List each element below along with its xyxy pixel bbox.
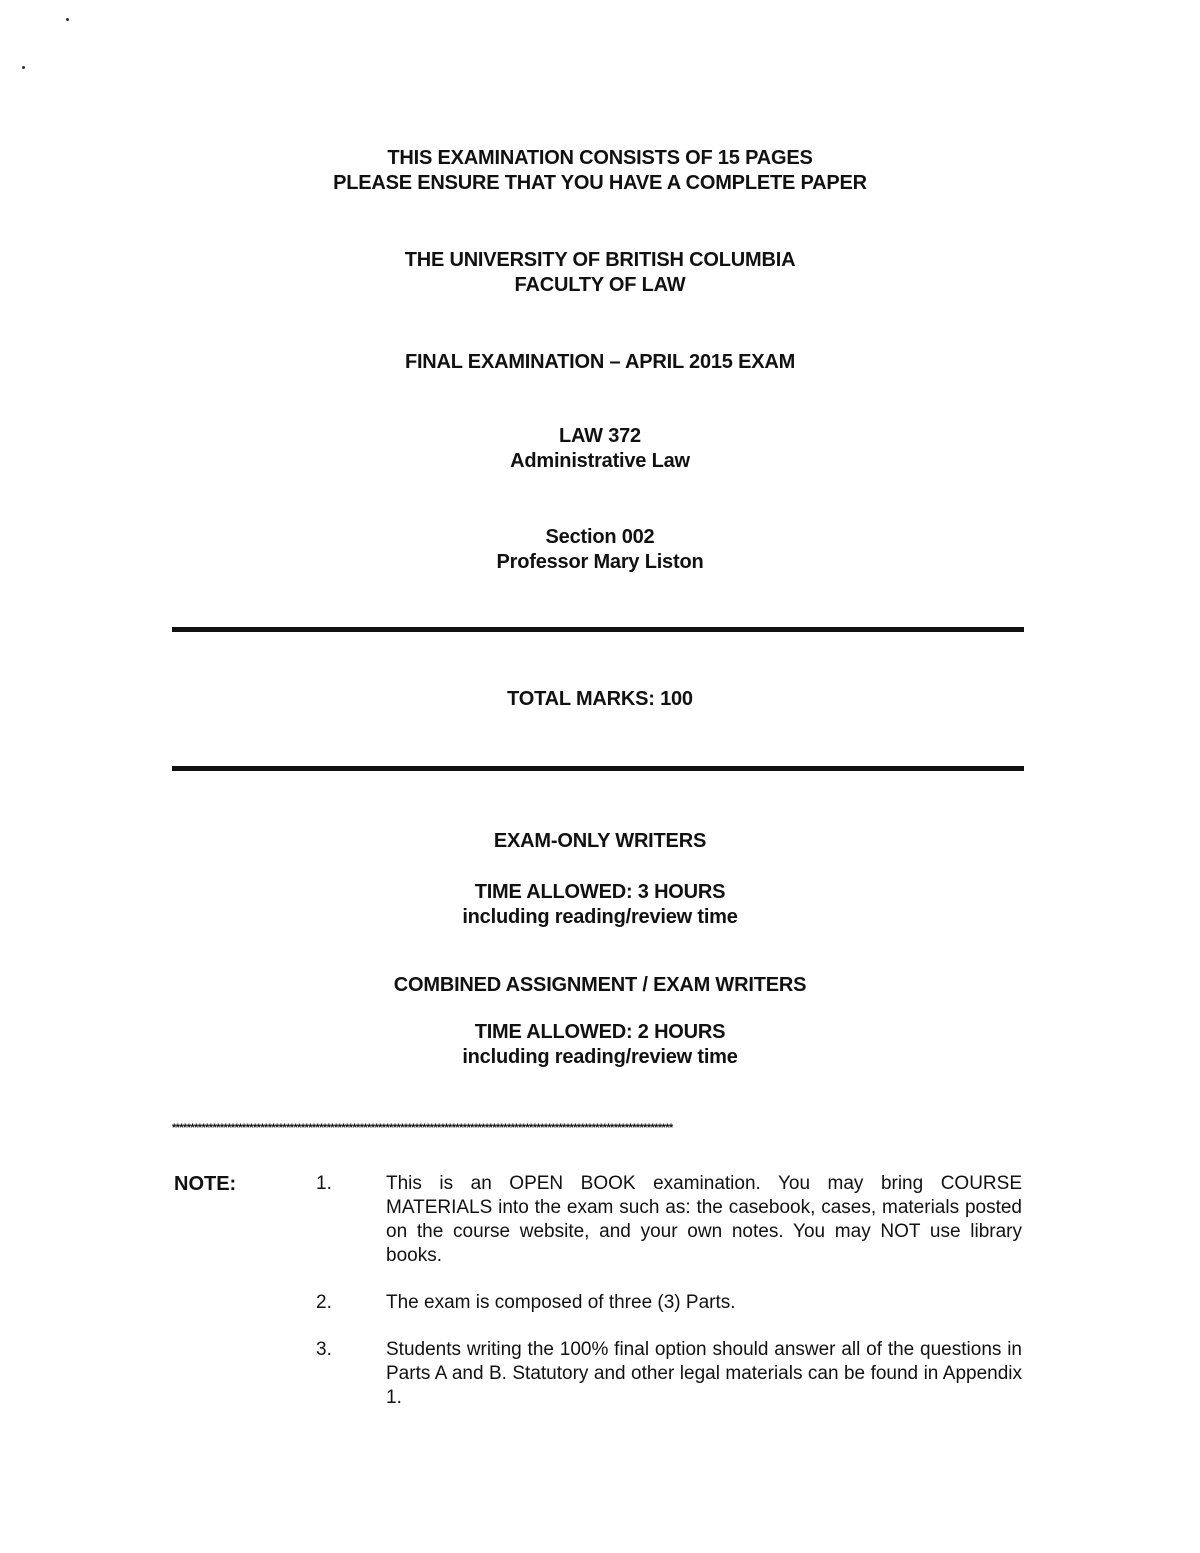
- combined-time-allowed: TIME ALLOWED: 2 HOURS: [474, 1021, 726, 1043]
- note-item: [310, 1338, 1022, 1410]
- institution-block: [0, 248, 1200, 298]
- combined-time-note: including reading/review time: [462, 1046, 738, 1068]
- page-count-line: THIS EXAMINATION CONSISTS OF 15 PAGES: [387, 147, 813, 169]
- exam-only-heading: [0, 829, 1200, 854]
- note-label: NOTE:: [174, 1173, 237, 1195]
- university-name: THE UNIVERSITY OF BRITISH COLUMBIA: [404, 249, 796, 271]
- note-item: [310, 1291, 1022, 1315]
- professor-name: Professor Mary Liston: [496, 551, 704, 573]
- total-marks-text: TOTAL MARKS: 100: [507, 688, 693, 710]
- scan-speck: [66, 18, 69, 21]
- complete-paper-line: PLEASE ENSURE THAT YOU HAVE A COMPLETE PAPER: [333, 172, 867, 194]
- bottom-divider: [172, 766, 1024, 771]
- course-code: LAW 372: [559, 425, 641, 447]
- combined-heading: [0, 973, 1200, 998]
- combined-time: [0, 1020, 1200, 1070]
- faculty-name: FACULTY OF LAW: [514, 274, 686, 296]
- exam-title: [0, 350, 1200, 375]
- exam-title-text: FINAL EXAMINATION – APRIL 2015 EXAM: [404, 351, 796, 373]
- exam-only-time-allowed: TIME ALLOWED: 3 HOURS: [474, 881, 726, 903]
- top-divider: [172, 627, 1024, 632]
- note-number: 2.: [316, 1292, 332, 1313]
- combined-heading-text: COMBINED ASSIGNMENT / EXAM WRITERS: [393, 974, 807, 996]
- asterisk-separator: ****************************************************************************************************************************************: [172, 1122, 673, 1134]
- note-item: [310, 1172, 1022, 1268]
- note-text: The exam is composed of three (3) Parts.: [386, 1292, 736, 1313]
- exam-only-heading-text: EXAM-ONLY WRITERS: [493, 830, 707, 852]
- note-text: This is an OPEN BOOK examination. You may bring COURSE MATERIALS into the exam such as: the casebook, cases, materials posted on the course website, and your own notes. You may NOT use library books.: [386, 1173, 1022, 1266]
- course-block: [0, 424, 1200, 474]
- section-block: [0, 525, 1200, 575]
- exam-only-time-note: including reading/review time: [462, 906, 738, 928]
- note-number: 3.: [316, 1339, 332, 1360]
- note-number: 1.: [316, 1173, 332, 1194]
- note-text: Students writing the 100% final option should answer all of the questions in Parts A and B. Statutory and other legal materials can be found in Appendix 1.: [386, 1339, 1022, 1408]
- total-marks: [0, 687, 1200, 712]
- section-number: Section 002: [545, 526, 655, 548]
- course-name: Administrative Law: [510, 450, 690, 472]
- completeness-notice: [0, 146, 1200, 196]
- scan-speck: [22, 66, 25, 69]
- exam-only-time: [0, 880, 1200, 930]
